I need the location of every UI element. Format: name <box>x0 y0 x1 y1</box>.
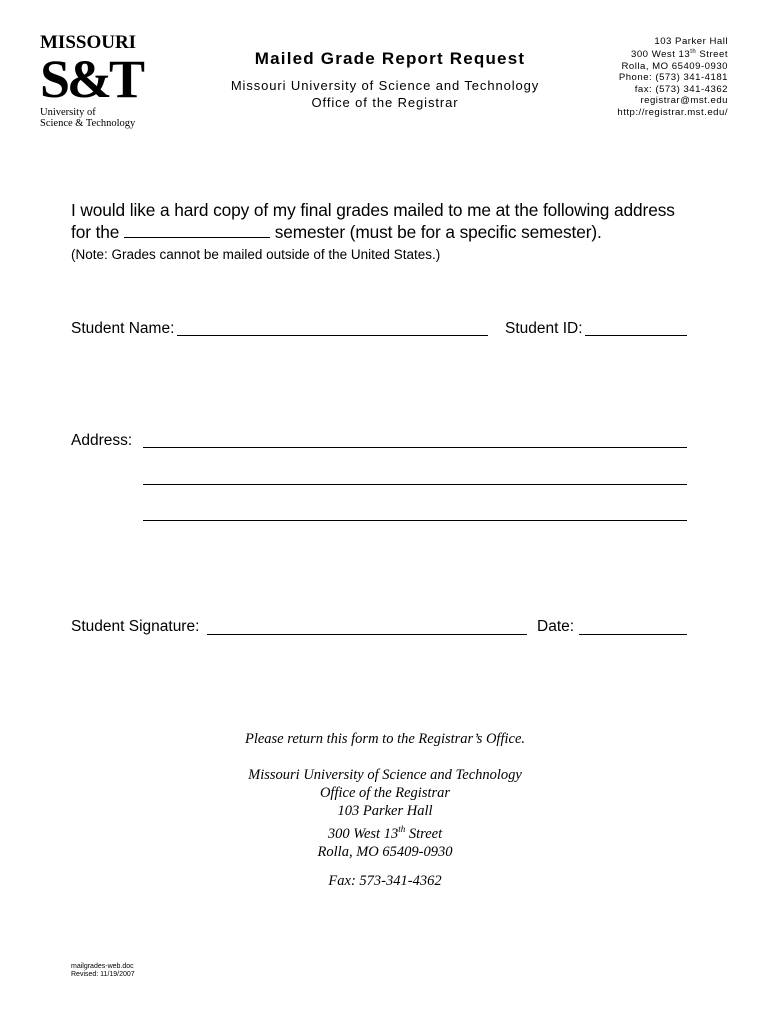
intro-line1: I would like a hard copy of my final grades mailed to me at the following address <box>71 200 675 220</box>
student-name-field[interactable] <box>177 335 488 336</box>
fax-number: Fax: 573-341-4362 <box>328 873 442 889</box>
contact-url: http://registrar.mst.edu/ <box>617 106 728 118</box>
university-name: Missouri University of Science and Technology <box>230 78 540 93</box>
logo-missouri-text: MISSOURI <box>40 32 137 53</box>
return-address <box>185 766 585 861</box>
contact-block <box>617 36 728 118</box>
contact-line: Rolla, MO 65409-0930 <box>621 61 728 72</box>
return-address-line: 300 West 13th Street <box>327 824 443 842</box>
contact-line: fax: (573) 341-4362 <box>634 83 728 95</box>
logo-sub-line1: University of <box>40 107 96 118</box>
address-line-3[interactable] <box>143 520 687 521</box>
address-label: Address: <box>71 432 133 449</box>
contact-line: 300 West 13th Street <box>631 49 728 61</box>
logo-sub-line2: Science & Technology <box>40 118 136 129</box>
page-title: Mailed Grade Report Request <box>254 49 526 68</box>
return-address-line: Missouri University of Science and Technology <box>248 767 522 783</box>
address-line-2[interactable] <box>143 484 687 485</box>
return-note: Please return this form to the Registrar’s Office. <box>244 731 526 747</box>
doc-filename: mailgrades-web.doc <box>71 963 134 970</box>
signature-label: Student Signature: <box>71 618 200 635</box>
doc-revised: Revised: 11/19/2007 <box>71 971 135 978</box>
contact-email: registrar@mst.edu <box>640 95 728 107</box>
student-id-field[interactable] <box>585 335 687 336</box>
contact-line: 103 Parker Hall <box>654 36 728 47</box>
return-address-line: Rolla, MO 65409-0930 <box>317 843 453 860</box>
student-name-label: Student Name: <box>71 320 175 337</box>
intro-text <box>71 199 675 243</box>
logo-st-mark: S&T <box>40 49 143 109</box>
contact-line: Phone: (573) 341-4181 <box>618 72 728 84</box>
return-address-line: 103 Parker Hall <box>337 803 433 819</box>
return-address-line: Office of the Registrar <box>319 785 451 801</box>
student-id-label: Student ID: <box>505 320 583 337</box>
note-text: (Note: Grades cannot be mailed outside of the United States.) <box>71 247 441 262</box>
semester-blank[interactable] <box>124 221 270 238</box>
date-label: Date: <box>537 618 575 635</box>
signature-field[interactable] <box>207 634 527 635</box>
doc-meta <box>71 963 135 979</box>
logo-subtitle <box>40 107 135 129</box>
office-name: Office of the Registrar <box>311 95 459 110</box>
address-line-1[interactable] <box>143 447 687 448</box>
date-field[interactable] <box>579 634 687 635</box>
intro-line2: for the semester (must be for a specific semester). <box>71 222 602 242</box>
